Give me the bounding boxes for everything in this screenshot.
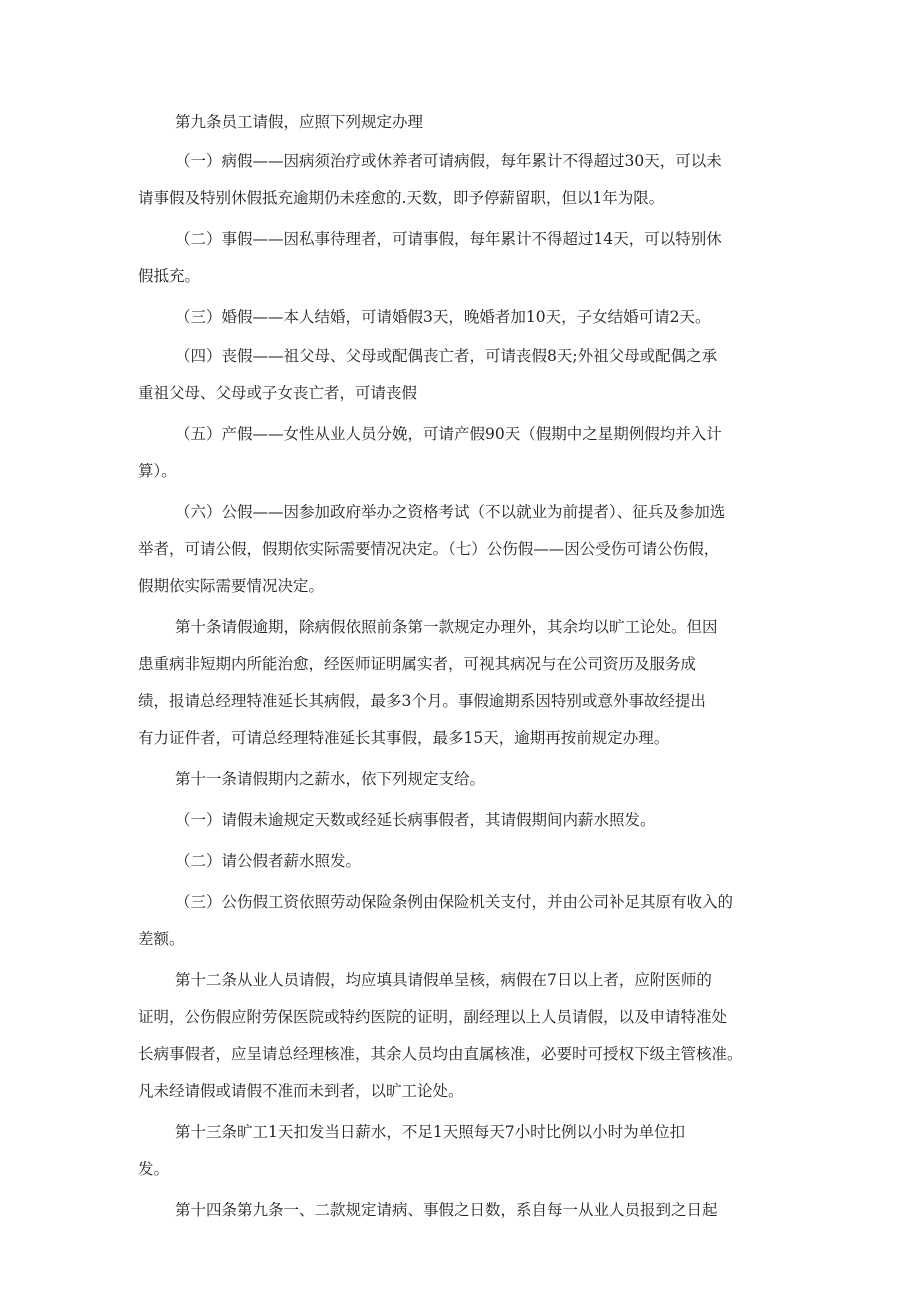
article-9-item-1-line-2: 请事假及特别休假抵充逾期仍未痊愈的.天数，即予停薪留职，但以1年为限。 xyxy=(138,190,665,207)
article-9-item-4-line-1: （四）丧假——祖父母、父母或配偶丧亡者，可请丧假8天;外祖父母或配偶之承 xyxy=(175,348,718,365)
article-12-line-1: 第十二条从业人员请假，均应填具请假单呈核，病假在7日以上者，应附医师的 xyxy=(175,972,712,989)
article-12-line-4: 凡未经请假或请假不准而未到者，以旷工论处。 xyxy=(138,1083,464,1100)
article-9-item-1-line-1: （一）病假——因病须治疗或休养者可请病假，每年累计不得超过30天，可以未 xyxy=(175,153,722,170)
article-9-item-3: （三）婚假——本人结婚，可请婚假3天，晚婚者加10天，子女结婚可请2天。 xyxy=(175,309,711,326)
article-10-line-3: 绩，报请总经理特准延长其病假，最多3个月。事假逾期系因特别或意外事故经提出 xyxy=(138,693,706,710)
article-9-item-5-line-2: 算）。 xyxy=(138,463,177,480)
article-12-line-3: 长病事假者，应呈请总经理核准，其余人员均由直属核准，必要时可授权下级主管核准。 xyxy=(138,1046,743,1063)
article-12-line-2: 证明，公伤假应附劳保医院或特约医院的证明，副经理以上人员请假，以及申请特准处 xyxy=(138,1009,728,1026)
article-13-line-1: 第十三条旷工1天扣发当日薪水，不足1天照每天7小时比例以小时为单位扣 xyxy=(175,1124,686,1141)
article-11-item-2: （二）请公假者薪水照发。 xyxy=(175,853,362,870)
article-11-heading: 第十一条请假期内之薪水，依下列规定支给。 xyxy=(175,771,486,788)
article-9-item-5-line-1: （五）产假——女性从业人员分娩，可请产假90天（假期中之星期例假均并入计 xyxy=(175,426,722,443)
article-9-item-6-line-2: 举者，可请公假，假期依实际需要情况决定。（七）公伤假——因公受伤可请公伤假， xyxy=(138,541,720,558)
article-11-item-1: （一）请假未逾规定天数或经延长病事假者，其请假期间内薪水照发。 xyxy=(175,812,656,829)
article-9-item-2-line-2: 假抵充。 xyxy=(138,268,201,285)
article-14-line-1: 第十四条第九条一、二款规定请病、事假之日数，系自每一从业人员报到之日起 xyxy=(175,1202,718,1219)
article-13-line-2: 发。 xyxy=(138,1161,170,1178)
article-9-item-7-line-3: 假期依实际需要情况决定。 xyxy=(138,578,325,595)
article-10-line-4: 有力证件者，可请总经理特准延长其事假，最多15天，逾期再按前规定办理。 xyxy=(138,730,670,747)
article-9-item-6-line-1: （六）公假——因参加政府举办之资格考试（不以就业为前提者）、征兵及参加选 xyxy=(175,504,726,521)
article-9-item-2-line-1: （二）事假——因私事待理者，可请事假，每年累计不得超过14天，可以特别休 xyxy=(175,231,722,248)
document-body xyxy=(138,114,798,1219)
article-11-item-3-line-2: 差额。 xyxy=(138,931,185,948)
article-9-heading: 第九条员工请假，应照下列规定办理 xyxy=(175,114,424,131)
article-9-item-4-line-2: 重祖父母、父母或子女丧亡者，可请丧假 xyxy=(138,385,418,402)
article-10-line-1: 第十条请假逾期，除病假依照前条第一款规定办理外，其余均以旷工论处。但因 xyxy=(175,619,718,636)
article-10-line-2: 患重病非短期内所能治愈，经医师证明属实者，可视其病况与在公司资历及服务成 xyxy=(138,656,697,673)
article-11-item-3-line-1: （三）公伤假工资依照劳动保险条例由保险机关支付，并由公司补足其原有收入的 xyxy=(175,894,734,911)
